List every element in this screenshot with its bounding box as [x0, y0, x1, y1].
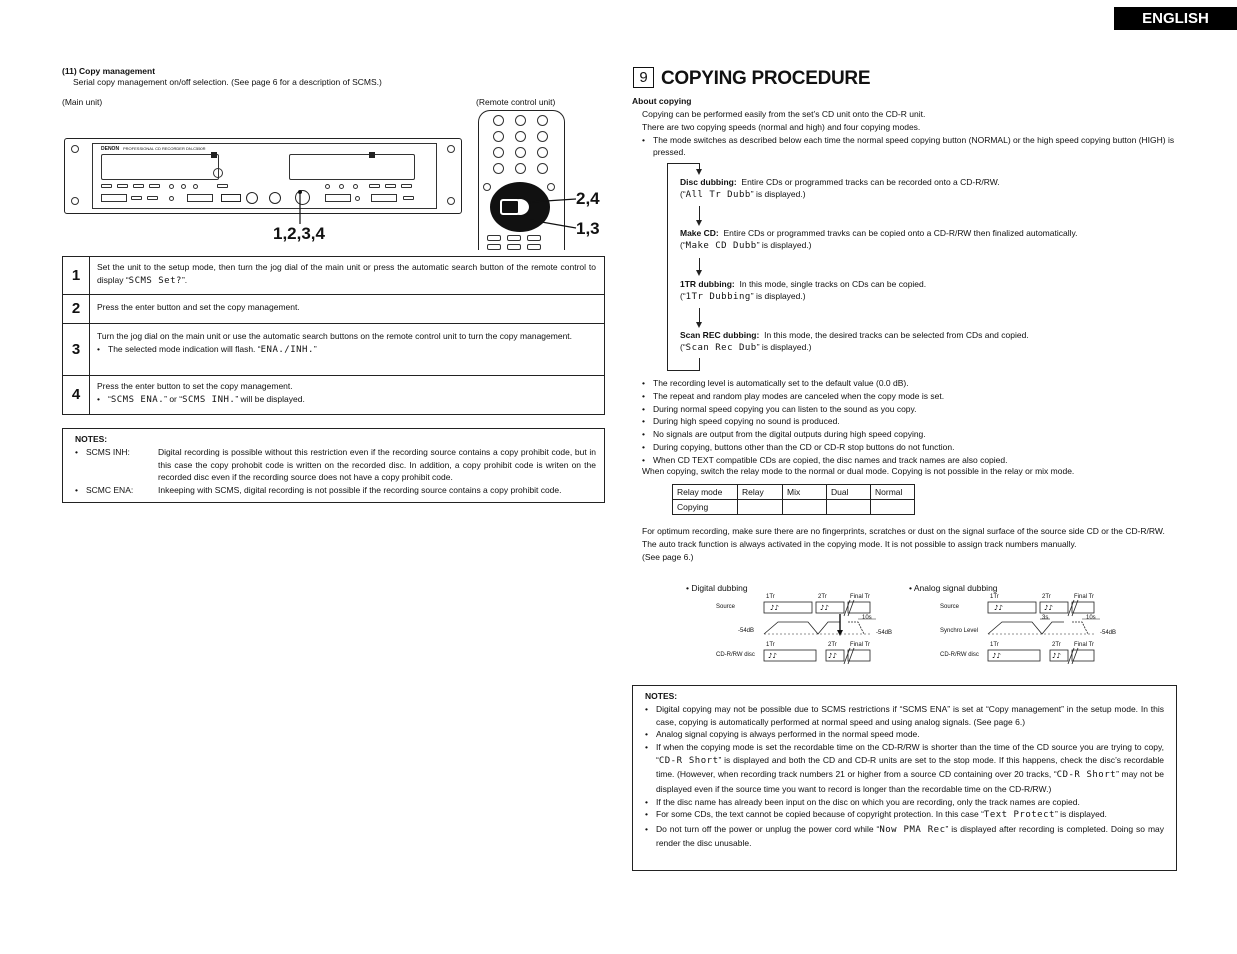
copy-management-title: (11) Copy management — [62, 66, 156, 76]
about-heading: About copying — [632, 96, 692, 106]
lcd-text: SCMS Set? — [128, 275, 182, 286]
source-label: Source — [716, 604, 736, 610]
remote-button[interactable] — [515, 131, 526, 142]
track-label: 2Tr — [818, 594, 827, 600]
panel-button[interactable] — [325, 184, 330, 189]
table-cell: Copying — [673, 500, 738, 515]
step-text: Press the enter button to set the copy management. • “SCMS ENA.” or “SCMS INH.” will be displayed. — [90, 376, 604, 414]
remote-button[interactable] — [537, 147, 548, 158]
step-text: Press the enter button and set the copy management. — [97, 302, 300, 312]
callout-remote-enter: 2,4 — [576, 189, 600, 208]
cd-search-button[interactable] — [147, 196, 158, 200]
brand-logo: DENON — [101, 146, 120, 152]
note-item: • If the disc name has already been input on the disc on which you are recording, only the track names are copied. — [645, 796, 1080, 807]
track-label: 1Tr — [766, 594, 775, 600]
copy-normal-button[interactable] — [217, 184, 228, 188]
track-label: Final Tr — [1074, 642, 1095, 648]
main-unit-label: (Main unit) — [62, 97, 103, 107]
callout-leader — [530, 190, 578, 238]
panel-button[interactable] — [369, 184, 380, 188]
step-row — [63, 295, 604, 324]
lcd-text: 1Tr Dubbing — [685, 292, 751, 303]
note-item: • Analog signal copying is always performed in the normal speed mode. — [645, 729, 920, 740]
table-cell — [827, 500, 871, 515]
panel-button[interactable] — [193, 184, 198, 189]
remote-button[interactable] — [515, 163, 526, 174]
callout-main-unit: 1,2,3,4 — [273, 224, 325, 243]
analog-dubbing-diagram — [924, 592, 1134, 664]
table-header-cell: Relay mode — [673, 485, 738, 500]
panel-button[interactable] — [149, 184, 160, 188]
remote-button[interactable] — [537, 115, 548, 126]
note-icon: ♪♪ — [768, 652, 777, 660]
table-cell — [738, 500, 783, 515]
analog-dubbing-title: • Analog signal dubbing — [909, 583, 998, 593]
copy-bullets — [642, 377, 1177, 466]
step-bullet: • “SCMS ENA.” or “SCMS INH.” will be displayed. — [97, 393, 305, 405]
lcd-text: SCMS ENA. — [110, 394, 165, 405]
source-label: Source — [940, 604, 960, 610]
lcd-text: ENA./INH. — [260, 344, 314, 355]
disc-logo-icon — [369, 152, 375, 158]
lcd-text: CD-R Short — [658, 755, 719, 766]
remote-button[interactable] — [493, 115, 504, 126]
list-item: • During copying, buttons other than the CD or CD-R stop buttons do not function. — [642, 441, 955, 452]
note-icon: ♪♪ — [992, 652, 1001, 660]
table-row — [673, 500, 915, 515]
panel-button[interactable] — [169, 184, 174, 189]
track-label: 2Tr — [1052, 642, 1061, 648]
note-key: SCMC ENA: — [86, 485, 134, 495]
mode-cycle-line — [667, 370, 700, 371]
remote-button[interactable] — [537, 131, 548, 142]
step-number: 4 — [63, 376, 90, 414]
remote-enter-button[interactable] — [500, 199, 520, 215]
remote-button[interactable] — [515, 147, 526, 158]
time-label: 10s — [1086, 615, 1096, 621]
optimum-recording-text: For optimum recording, make sure there are no fingerprints, scratches or dust on the signal surface of the source side CD or the CD-R/RW. The auto track function is always activated in the copying mode. It is not possible to assign track numbers manually. (See page 6.) — [642, 526, 1165, 562]
note-item: • For some CDs, the text cannot be copied because of copyright protection. In this case “Text Protect” is displayed. — [645, 809, 1107, 821]
remote-button[interactable] — [507, 235, 521, 241]
remote-button[interactable] — [537, 163, 548, 174]
relay-mode-note: When copying, switch the relay mode to the normal or dual mode. Copying is not possible in the relay or mix mode. — [642, 466, 1075, 476]
cdr-display — [289, 154, 415, 180]
mode-scan-rec: Scan REC dubbing: In this mode, the desired tracks can be selected from CDs and copied. (“Scan Rec Dub” is displayed.) — [680, 330, 1029, 354]
mode-disc-dubbing: Disc dubbing: Entire CDs or programmed tracks can be recorded onto a CD-R/RW. (“All Tr Dubb” is displayed.) — [680, 177, 1000, 201]
cd-play-button[interactable] — [101, 194, 127, 202]
note-icon: ♪♪ — [1052, 652, 1061, 660]
table-header-cell: Normal — [871, 485, 915, 500]
rack-hole-icon — [71, 145, 79, 153]
panel-button[interactable] — [353, 184, 358, 189]
lcd-text: Make CD Dubb — [685, 241, 757, 252]
step-text: Set the unit to the setup mode, then turn the jog dial of the main unit or press the automatic search button of the remote control to display “SCMS Set?”. — [97, 262, 596, 286]
level-right-label: -54dB — [1100, 630, 1117, 636]
front-panel — [92, 143, 437, 209]
table-cell — [783, 500, 827, 515]
table-header-cell: Mix — [783, 485, 827, 500]
note-icon: ♪♪ — [770, 604, 779, 612]
mode-cycle-line — [699, 358, 700, 371]
list-item: • The repeat and random play modes are canceled when the copy mode is set. — [642, 390, 945, 401]
note-item: • Do not turn off the power or unplug the power cord while “Now PMA Rec” is displayed after recording is completed. Doing so may render the disc unusable. — [645, 823, 1164, 849]
list-item: • No signals are output from the digital outputs during high speed copying. — [642, 429, 926, 439]
digital-dubbing-title: • Digital dubbing — [686, 583, 748, 593]
note-icon: ♪♪ — [1044, 604, 1053, 612]
panel-button[interactable] — [101, 184, 112, 188]
note-item: • SCMC ENA: Inkeeping with SCMS, digital recording is not possible if the recording source contains a copy prohibit code. — [75, 484, 596, 497]
table-row — [673, 485, 915, 500]
time-label: 10s — [862, 615, 872, 621]
panel-button[interactable] — [355, 196, 360, 201]
mode-make-cd: Make CD: Entire CDs or programmed travks can be copied onto a CD-R/RW then finalized automatically. (“Make CD Dubb” is displayed.) — [680, 228, 1078, 252]
section-number: 9 — [633, 67, 654, 88]
track-label: 1Tr — [766, 642, 775, 648]
cd-display — [101, 154, 219, 180]
cd-stop-button[interactable] — [131, 196, 142, 200]
remote-button[interactable] — [493, 163, 504, 174]
list-item: • During high speed copying no sound is produced. — [642, 416, 840, 427]
remote-button[interactable] — [493, 147, 504, 158]
table-header-cell: Dual — [827, 485, 871, 500]
note-icon: ♪♪ — [828, 652, 837, 660]
lcd-text: Now PMA Rec — [879, 824, 946, 835]
cd-pause-button[interactable] — [187, 194, 213, 202]
cdr-play-button[interactable] — [371, 194, 397, 202]
dest-label: CD-R/RW disc — [940, 652, 979, 658]
note-value: Inkeeping with SCMS, digital recording is not possible if the recording source contains a copy prohibit code. — [158, 485, 562, 495]
panel-button[interactable] — [117, 184, 128, 188]
copy-high-button[interactable] — [221, 194, 241, 202]
list-item: • The recording level is automatically set to the default value (0.0 dB). — [642, 378, 909, 388]
note-key: SCMS INH: — [86, 446, 130, 457]
step-number: 3 — [63, 324, 90, 375]
track-label: Final Tr — [850, 642, 871, 648]
table-header-cell: Relay — [738, 485, 783, 500]
track-label: Final Tr — [1074, 594, 1095, 600]
lcd-text: All Tr Dubb — [685, 190, 751, 201]
lcd-text: Scan Rec Dub — [685, 343, 757, 354]
panel-button[interactable] — [385, 184, 396, 188]
note-item: • SCMS INH: Digital recording is possible without this restriction even if the recording source contains a copy prohibit code, but in this case the copy prohobit code is written on the recorded disc. In addition, a copy prohibit code is writen on the recorded disc even if the recording source does not have a copy prohibit code. — [75, 446, 596, 483]
track-label: 1Tr — [990, 642, 999, 648]
callout-remote-search: 1,3 — [576, 219, 600, 238]
track-label: 1Tr — [990, 594, 999, 600]
step-text: Turn the jog dial on the main unit or use the automatic search buttons on the remote control unit to turn the copy management. • The selected mode indication will flash. “ENA./INH.” — [90, 324, 604, 375]
rack-hole-icon — [447, 145, 455, 153]
cdr-stop-button[interactable] — [403, 196, 414, 200]
remote-button[interactable] — [493, 131, 504, 142]
remote-button[interactable] — [527, 244, 541, 250]
step-bullet: • The selected mode indication will flash. “ENA./INH.” — [97, 343, 317, 355]
panel-button[interactable] — [339, 184, 344, 189]
note-icon: ♪♪ — [820, 604, 829, 612]
relay-mode-table — [672, 484, 915, 515]
rack-hole-icon — [447, 197, 455, 205]
about-body: Copying can be performed easily from the set’s CD unit onto the CD-R unit. There are two copying speeds (normal and high) and four copying modes. • The mode switches as described below each time the normal speed copying button (NORMAL) or the high speed copying button (HIGH) is pressed. — [642, 109, 1175, 158]
lcd-text: CD-R Short — [1056, 770, 1117, 781]
digital-dubbing-diagram — [700, 592, 910, 664]
track-label: 2Tr — [828, 642, 837, 648]
notes-heading: NOTES: — [75, 434, 108, 444]
track-label: 2Tr — [1042, 594, 1051, 600]
level-knob-icon[interactable] — [246, 192, 258, 204]
remote-button[interactable] — [515, 115, 526, 126]
lcd-text: SCMS INH. — [182, 394, 236, 405]
mode-1tr-dubbing: 1TR dubbing: In this mode, single tracks on CDs can be copied. (“1Tr Dubbing” is displayed.) — [680, 279, 927, 303]
note-item: • Digital copying may not be possible due to SCMS restrictions if “SCMS ENA” is set at “Copy management” in the setup mode. In this case, copying is automatically performed at normal speed and using analog signals. (See page 6.) — [645, 703, 1164, 727]
time-label: 3s — [1042, 615, 1049, 621]
step-row — [63, 257, 604, 295]
note-value: Digital recording is possible without this restriction even if the recording source contains a copy prohibit code, but in this case the copy prohobit code is written on the recorded disc. In addition, a copy prohibit code is writen on the recorded disc even if the recording source does not have a copy prohibit code. — [158, 446, 596, 483]
level-right-label: -54dB — [876, 630, 893, 636]
list-item: • During normal speed copying you can listen to the sound as you copy. — [642, 403, 917, 414]
level-label: Synchro Level — [940, 628, 979, 634]
language-tab: ENGLISH — [1114, 7, 1237, 30]
remote-unit-label: (Remote control unit) — [476, 97, 556, 107]
note-icon: ♪♪ — [994, 604, 1003, 612]
notes-heading: NOTES: — [645, 691, 678, 701]
note-item: • If when the copying mode is set the recordable time on the CD-R/RW is shorter than the time of the CD source you are trying to copy, “CD-R Short” is displayed and both the CD and CD-R units are set to the stop mode. If this happens, check the disc’s recordable time. (However, when recording track numbers 21 or higher from a source CD containing over 20 tracks, “CD-R Short” may not be displayed even if the source time you want to record is longer than the recordable time on the CD-R/RW.) — [645, 742, 1165, 794]
panel-button[interactable] — [169, 196, 174, 201]
step-row — [63, 324, 604, 376]
disc-logo-icon — [211, 152, 217, 158]
step-number: 1 — [63, 257, 90, 294]
model-line: PROFESSIONAL CD RECORDER DN-C550R — [123, 146, 206, 151]
level-label: -54dB — [738, 628, 755, 634]
section-title: COPYING PROCEDURE — [661, 68, 871, 89]
rack-hole-icon — [71, 197, 79, 205]
lcd-text: Text Protect — [983, 810, 1055, 821]
panel-button[interactable] — [133, 184, 144, 188]
remote-button[interactable] — [487, 244, 501, 250]
remote-button[interactable] — [507, 244, 521, 250]
step-row — [63, 376, 604, 414]
track-label: Final Tr — [850, 594, 871, 600]
dest-label: CD-R/RW disc — [716, 652, 755, 658]
power-indicator-icon — [213, 168, 223, 178]
panel-button[interactable] — [401, 184, 412, 188]
notes-box-right — [632, 685, 1177, 871]
notes-box-left — [62, 428, 605, 503]
list-item: • When CD TEXT compatible CDs are copied, the disc names and track names are also copied. — [642, 454, 1008, 465]
main-unit-illustration — [64, 138, 462, 214]
copy-management-desc: Serial copy management on/off selection. (See page 6 for a description of SCMS.) — [73, 77, 382, 87]
panel-button[interactable] — [181, 184, 186, 189]
remote-button[interactable] — [483, 183, 491, 191]
table-cell — [871, 500, 915, 515]
step-number: 2 — [63, 295, 90, 323]
remote-button[interactable] — [487, 235, 501, 241]
steps-table — [62, 256, 605, 415]
